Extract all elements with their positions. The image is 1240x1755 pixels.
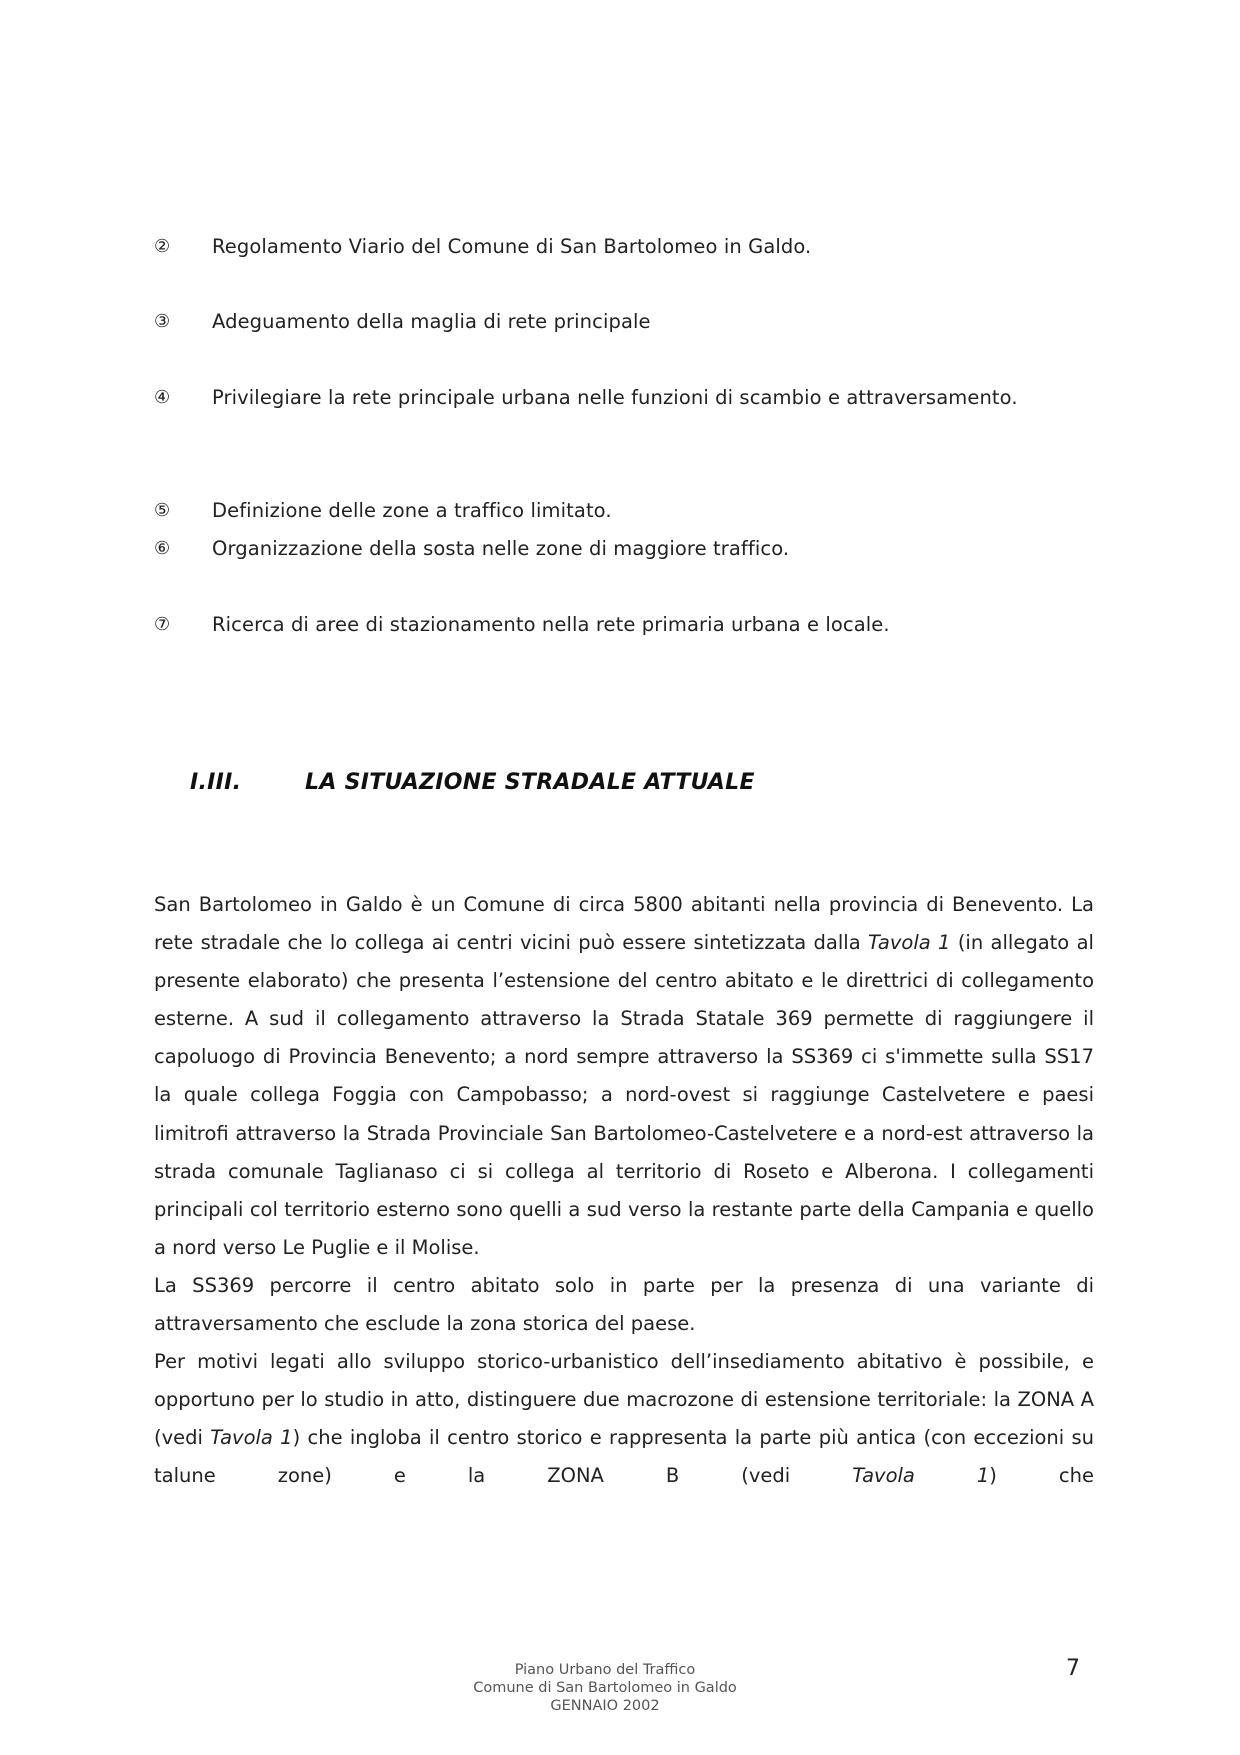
footer-line: GENNAIO 2002 — [550, 1698, 660, 1714]
paragraph-text: ) che ingloba il centro storico e rappresenta la parte più antica (con eccezioni su talune zone) e la ZONA B (vedi — [154, 1426, 1094, 1488]
list-item-text: Organizzazione della sosta nelle zone di maggiore traffico. — [212, 537, 790, 560]
paragraph-text: Per motivi legati allo sviluppo storico-urbanistico dell’insediamento abitativo è possibile, e opportuno per lo studio in atto, distinguere due macrozone di estensione territoriale: la ZONA A (vedi — [154, 1350, 1094, 1450]
paragraph-text: (in allegato al presente elaborato) che presenta l’estensione del centro abitato e le direttrici di collegamento esterne. A sud il collegamento attraverso la Strada Statale 369 permette di raggiungere il capoluogo di Provincia Benevento; a nord sempre attraverso la SS369 ci s'immette sulla SS17 la quale collega Foggia con Campobasso; a nord-ovest si raggiunge Castelvetere e paesi limitrofi attraverso la Strada Provinciale San Bartolomeo-Castelvetere e a nord-est attraverso la strada comunale Taglianaso ci si collega al territorio di Roseto e Alberona. I collegamenti principali col territorio esterno sono quelli a sud verso la restante parte della Campania e quello a nord verso Le Puglie e il Molise. — [154, 931, 1094, 1259]
list-marker: ⑤ — [154, 500, 171, 521]
list-item — [154, 492, 1094, 530]
list-item-text: Definizione delle zone a traffico limitato. — [212, 499, 612, 522]
paragraph-text: ) che — [989, 1464, 1094, 1488]
paragraph — [154, 1343, 1094, 1495]
list-item — [154, 303, 1094, 341]
page-footer — [400, 1661, 810, 1715]
list-item — [154, 379, 1094, 417]
paragraph-text: La SS369 percorre il centro abitato solo in parte per la presenza di una variante di attraversamento che esclude la zona storica del paese. — [154, 1273, 1094, 1336]
footer-line: Comune di San Bartolomeo in Galdo — [473, 1680, 737, 1696]
list-marker: ⑥ — [154, 538, 171, 559]
table-reference: Tavola 1 — [868, 931, 951, 955]
list-item-text: Regolamento Viario del Comune di San Bartolomeo in Galdo. — [212, 235, 812, 258]
list-marker: ⑦ — [154, 614, 171, 635]
list-item-text: Adeguamento della maglia di rete principale — [212, 310, 651, 333]
list-item — [154, 530, 1094, 568]
list-item — [154, 606, 1094, 644]
list-item — [154, 228, 1094, 266]
page-number: 7 — [1066, 1656, 1080, 1681]
footer-line: Piano Urbano del Traffico — [514, 1662, 696, 1678]
list-marker: ② — [154, 236, 171, 257]
table-reference: Tavola 1 — [210, 1426, 293, 1450]
list-marker: ④ — [154, 387, 171, 408]
paragraph — [154, 886, 1094, 1267]
section-heading — [190, 770, 755, 795]
body-text — [154, 886, 1094, 1496]
table-reference: Tavola 1 — [852, 1464, 990, 1488]
list-marker: ③ — [154, 311, 171, 332]
section-number: I.III. — [190, 770, 242, 795]
list-item-text: Ricerca di aree di stazionamento nella rete primaria urbana e locale. — [212, 613, 890, 636]
paragraph — [154, 1267, 1094, 1343]
paragraph-text: San Bartolomeo in Galdo è un Comune di circa 5800 abitanti nella provincia di Benevento. La rete stradale che lo collega ai centri vicini può essere sintetizzata dalla — [154, 893, 1094, 955]
section-title: LA SITUAZIONE STRADALE ATTUALE — [305, 770, 755, 795]
list-item-text: Privilegiare la rete principale urbana nelle funzioni di scambio e attraversamento. — [212, 386, 1018, 409]
